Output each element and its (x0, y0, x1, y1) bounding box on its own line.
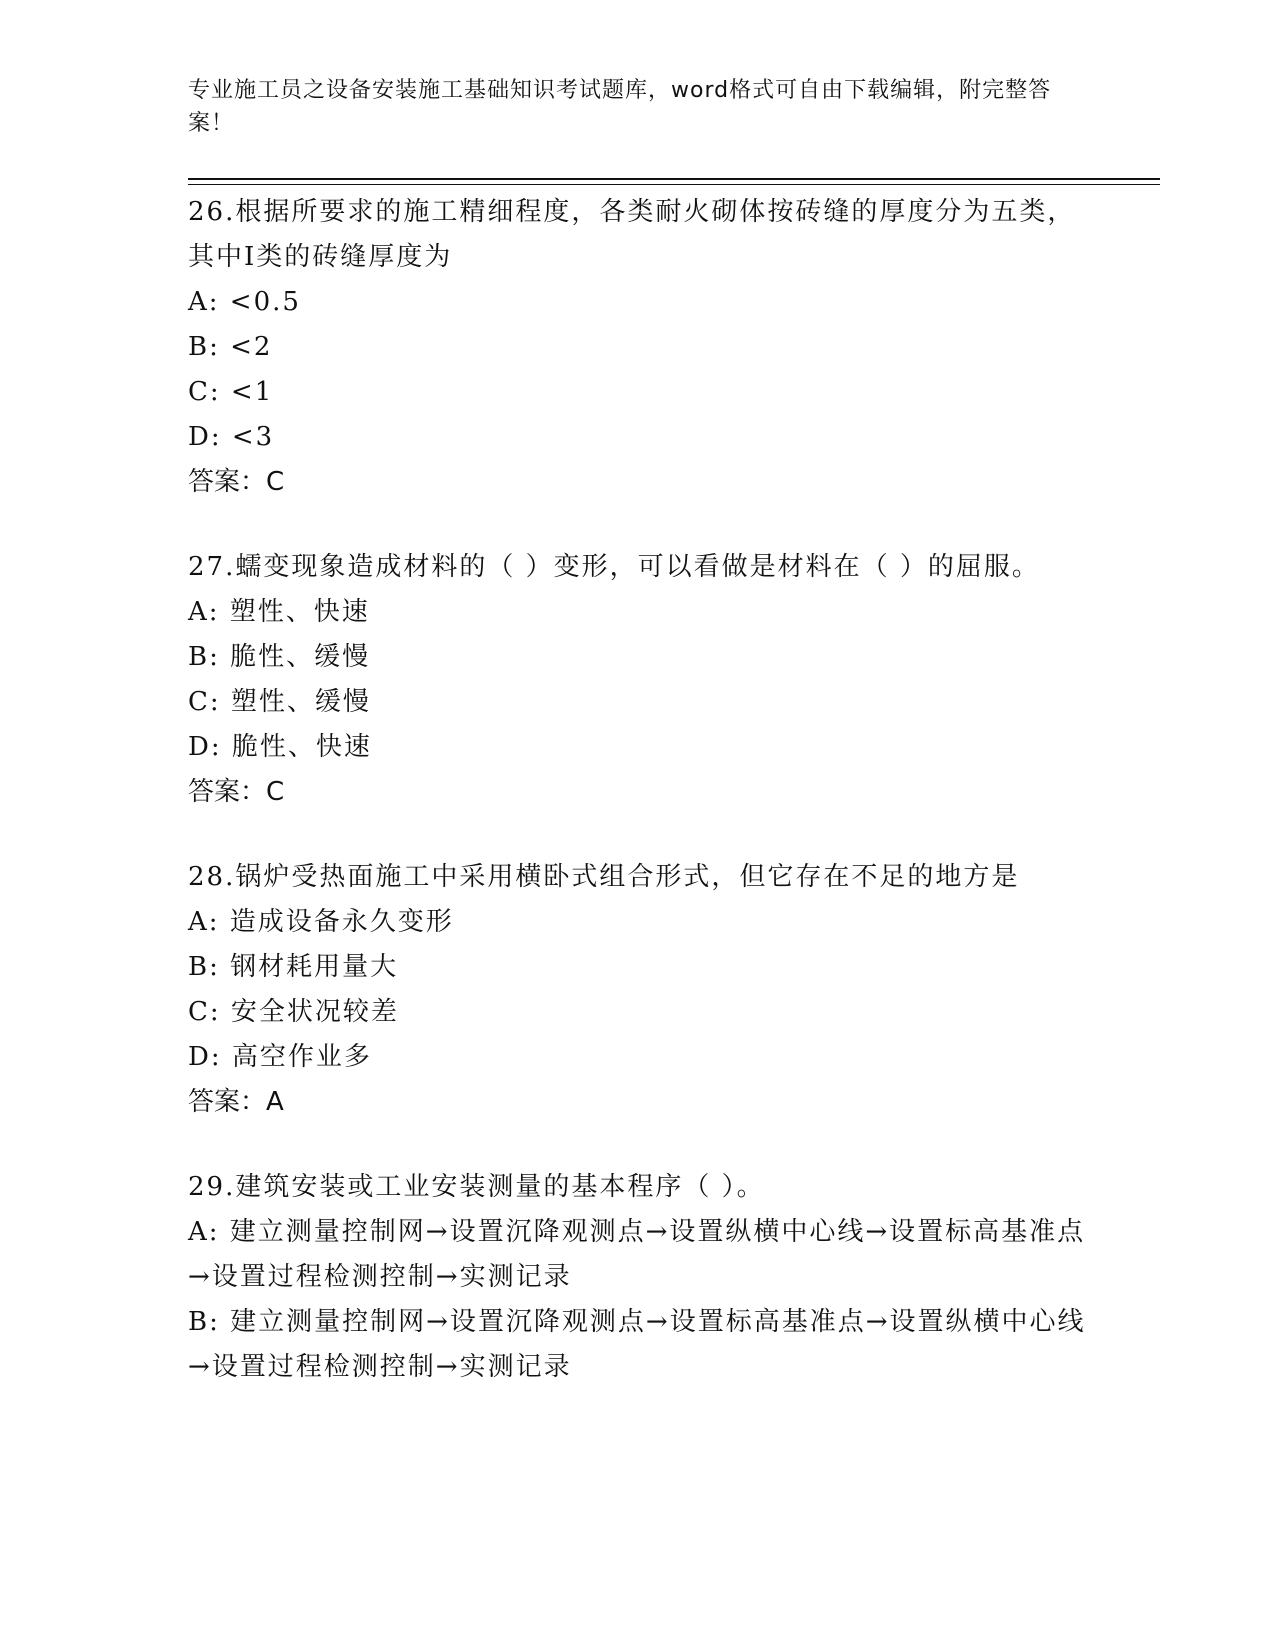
option-c: C: 安全状况较差 (188, 997, 399, 1027)
option-a: A: 建立测量控制网→设置沉降观测点→设置纵横中心线→设置标高基准点→设置过程检测控制→实测记录 (188, 1217, 1086, 1292)
option-d: D: <3 (188, 422, 275, 452)
option-b: B: 脆性、缓慢 (188, 642, 371, 672)
question-text: 26.根据所要求的施工精细程度，各类耐火砌体按砖缝的厚度分为五类，其中Ⅰ类的砖缝厚度为 (188, 197, 1076, 272)
option-b: B: 建立测量控制网→设置沉降观测点→设置标高基准点→设置纵横中心线→设置过程检测控制→实测记录 (188, 1307, 1086, 1382)
question-28 (188, 855, 1088, 1125)
option-a: A: <0.5 (188, 287, 301, 317)
answer-label: 答案：C (188, 777, 285, 807)
question-27 (188, 545, 1088, 815)
option-b: B: 钢材耗用量大 (188, 952, 399, 982)
option-d: D: 脆性、快速 (188, 732, 372, 762)
question-list (188, 190, 1088, 1430)
header-divider-thin (188, 184, 1160, 185)
option-d: D: 高空作业多 (188, 1042, 372, 1072)
header-divider-thick (188, 178, 1160, 180)
option-c: C: <1 (188, 377, 274, 407)
question-26 (188, 190, 1088, 505)
option-a: A: 塑性、快速 (188, 597, 370, 627)
question-text: 28.锅炉受热面施工中采用横卧式组合形式，但它存在不足的地方是 (188, 862, 1020, 892)
answer-label: 答案：C (188, 467, 285, 497)
question-text: 27.蠕变现象造成材料的（ ）变形，可以看做是材料在（ ）的屈服。 (188, 552, 1040, 582)
question-29 (188, 1165, 1088, 1390)
question-text: 29.建筑安装或工业安装测量的基本程序（ ）。 (188, 1172, 765, 1202)
document-header: 专业施工员之设备安装施工基础知识考试题库，word格式可自由下载编辑，附完整答案！ (188, 78, 1052, 136)
answer-label: 答案：A (188, 1087, 284, 1117)
option-b: B: <2 (188, 332, 273, 362)
option-a: A: 造成设备永久变形 (188, 907, 454, 937)
option-c: C: 塑性、缓慢 (188, 687, 371, 717)
